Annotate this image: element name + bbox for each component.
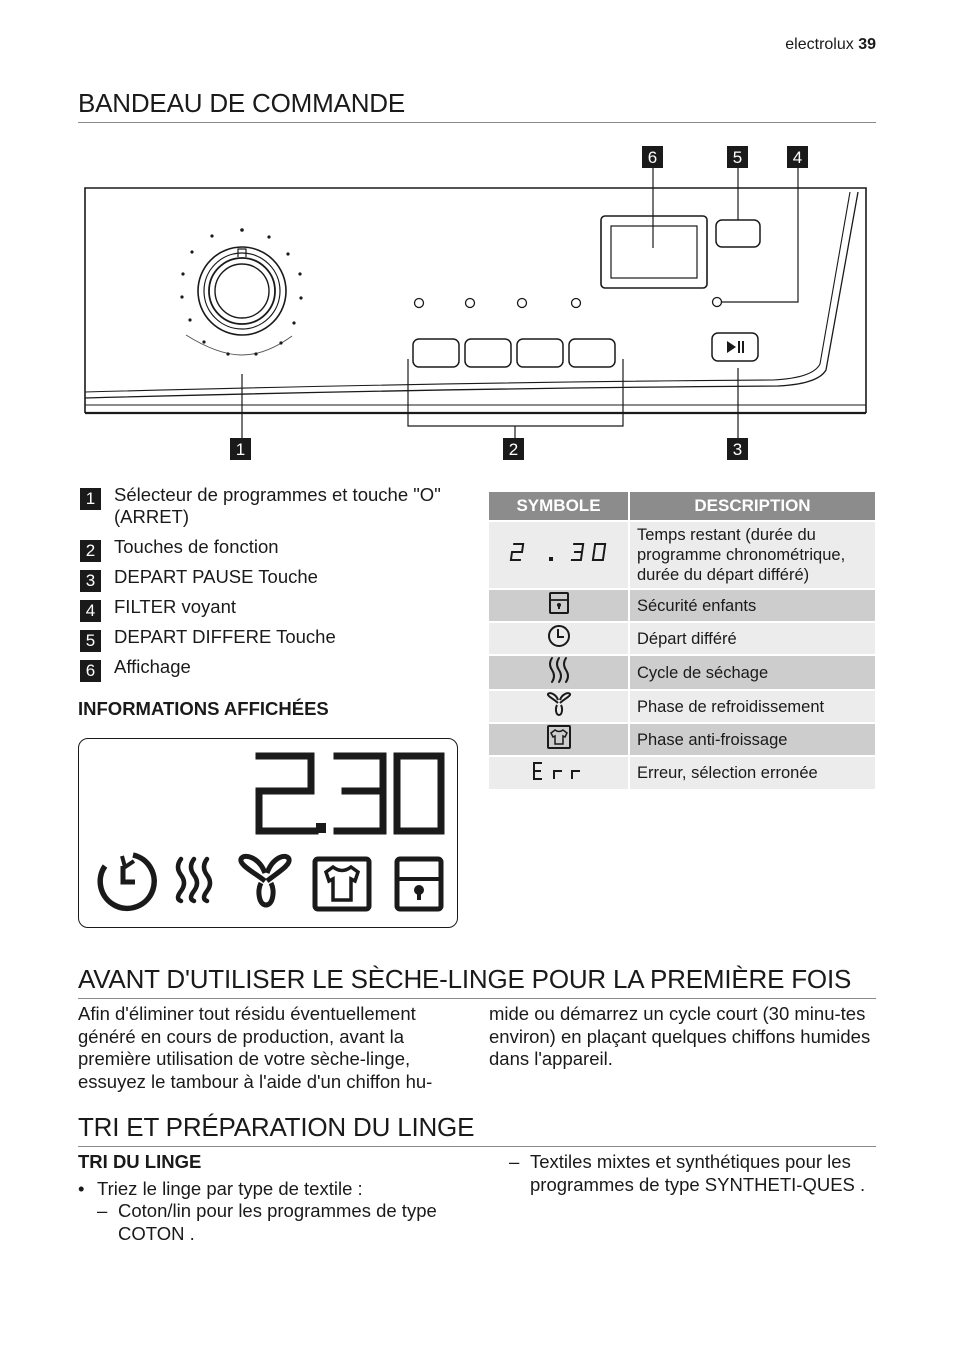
legend-item: 5 DEPART DIFFERE Touche — [80, 626, 460, 648]
table-row — [489, 521, 875, 589]
table-header-description: DESCRIPTION — [629, 492, 875, 521]
shirt-icon — [489, 723, 629, 756]
lock-icon — [397, 859, 441, 909]
table-cell-description: Phase anti-froissage — [629, 723, 875, 756]
table-header-symbole: SYMBOLE — [489, 492, 629, 521]
subsection-title: TRI DU LINGE — [78, 1151, 202, 1172]
intro-paragraph-col2: mide ou démarrez un cycle court (30 minu-tes environ) en plaçant quelques chiffons humides dans l'appareil. — [489, 1003, 871, 1069]
table-cell-description: Erreur, sélection erronée — [629, 756, 875, 789]
brand-name: electrolux — [785, 36, 854, 53]
callout-4: 4 — [792, 148, 803, 167]
lcd-digits — [259, 756, 441, 833]
play-pause-icon — [727, 341, 744, 353]
clock-icon — [100, 855, 154, 908]
display-frame — [601, 216, 707, 288]
table-cell-description: Départ différé — [629, 622, 875, 655]
legend-item: 6 Affichage — [80, 656, 460, 678]
table-cell-description: Temps restant (durée du programme chronométrique, durée du départ différé) — [629, 521, 875, 589]
child-lock-icon — [489, 589, 629, 622]
table-row — [489, 622, 875, 655]
table-row — [489, 690, 875, 723]
page-header — [785, 36, 876, 54]
table-row — [489, 723, 875, 756]
legend-item: 2 Touches de fonction — [80, 536, 460, 558]
heat-waves-icon — [178, 859, 210, 901]
bullet-item: • Triez le linge par type de textile : — [78, 1178, 468, 1201]
clock-icon — [489, 622, 629, 655]
section-rule — [78, 122, 876, 123]
sorting-column-1 — [78, 1151, 468, 1245]
lcd-digits-and-icons — [79, 739, 459, 929]
control-panel-diagram — [78, 140, 878, 470]
table-row — [489, 589, 875, 622]
shirt-icon — [315, 859, 369, 909]
delay-start-button-drawing — [716, 220, 760, 247]
filter-led — [713, 298, 722, 307]
symbol-table — [489, 492, 875, 789]
section-rule — [78, 1146, 876, 1147]
table-row — [489, 655, 875, 690]
info-title: INFORMATIONS AFFICHÉES — [78, 698, 329, 719]
dash-item-coton: – Coton/lin pour les programmes de type COTON . — [97, 1200, 437, 1244]
intro-paragraph-col1: Afin d'éliminer tout résidu éventuellement généré en cours de production, avant la première utilisation de votre sèche-linge, essuyez le tambour à l'aide d'un chiffon hu- — [78, 1003, 433, 1092]
table-cell-description: Sécurité enfants — [629, 589, 875, 622]
callout-6: 6 — [647, 148, 658, 167]
callout-1: 1 — [235, 440, 246, 459]
legend-item: 4 FILTER voyant — [80, 596, 460, 618]
program-selector-knob — [198, 247, 286, 335]
legend-item: 1 Sélecteur de programmes et touche "O" (ARRET) — [80, 484, 460, 528]
section-title-avant: AVANT D'UTILISER LE SÈCHE-LINGE POUR LA PREMIÈRE FOIS — [78, 964, 852, 994]
heat-waves-icon — [489, 655, 629, 690]
lcd-display — [78, 738, 458, 928]
fan-icon — [489, 690, 629, 723]
section-title-bandeau: BANDEAU DE COMMANDE — [78, 88, 406, 118]
time-display-icon — [489, 521, 629, 589]
callout-2: 2 — [508, 440, 519, 459]
sorting-column-2 — [509, 1151, 879, 1196]
page-number: 39 — [858, 36, 876, 53]
legend-item: 3 DEPART PAUSE Touche — [80, 566, 460, 588]
callout-3: 3 — [732, 440, 743, 459]
callout-5: 5 — [732, 148, 743, 167]
fan-icon — [241, 856, 289, 905]
section-title-tri: TRI ET PRÉPARATION DU LINGE — [78, 1112, 475, 1142]
section-rule — [78, 998, 876, 999]
table-cell-description: Cycle de séchage — [629, 655, 875, 690]
dash-item-synthetiques: – Textiles mixtes et synthétiques pour les programmes de type SYNTHETI-QUES . — [509, 1151, 866, 1195]
table-row — [489, 756, 875, 789]
legend-list — [80, 484, 460, 686]
table-cell-description: Phase de refroidissement — [629, 690, 875, 723]
error-display-icon — [489, 756, 629, 789]
